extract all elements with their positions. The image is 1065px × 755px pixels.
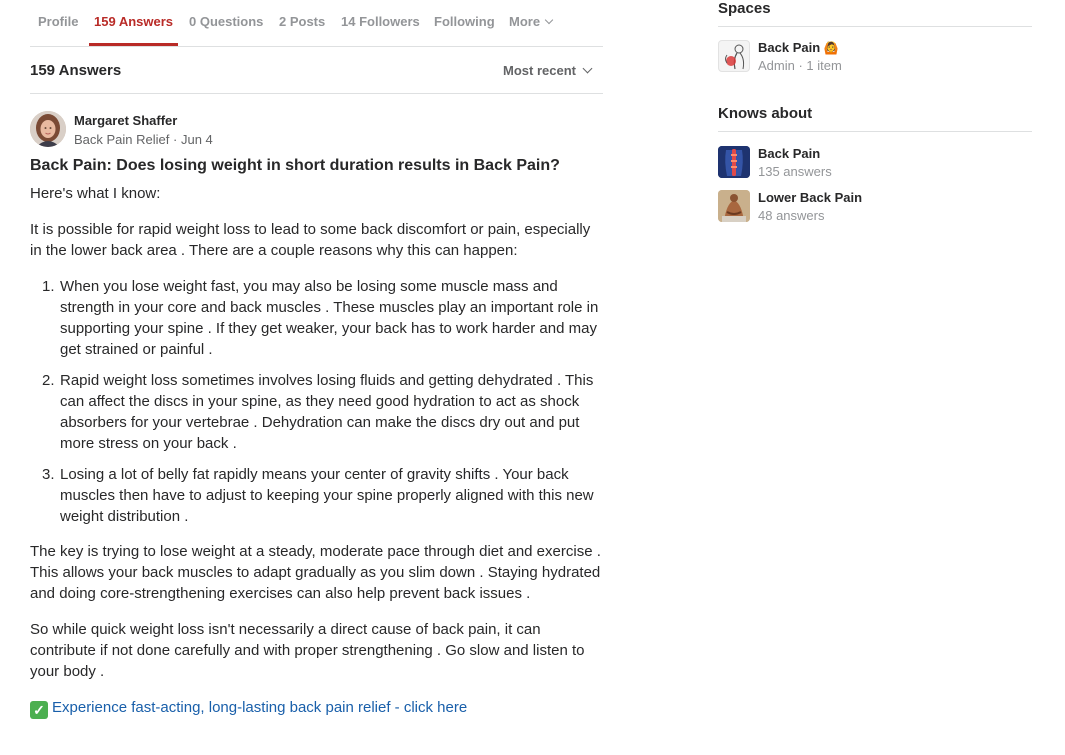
author-space-link[interactable]: Back Pain Relief [74, 132, 170, 147]
sort-label: Most recent [503, 63, 576, 78]
tab-followers[interactable]: 14 Followers [341, 14, 420, 29]
topic-item-back-pain[interactable] [718, 146, 1032, 190]
topic-thumbnail-image [718, 146, 750, 178]
promo-link-text: Experience fast-acting, long-lasting back pain relief - click here [52, 699, 468, 716]
space-subtitle: Admin · 1 item [758, 58, 842, 73]
list-item-text: Rapid weight loss sometimes involves losing fluids and getting dehydrated . This can affect the discs in your spine, as they need good hydration to act as shock absorbers for your vertebrae . Dehydration can make the discs dry out and put more stress on your back . [60, 372, 594, 452]
topic-thumbnail [718, 190, 750, 222]
answer-body [30, 183, 603, 719]
answers-count: 159 Answers [30, 62, 122, 79]
author-meta [74, 132, 213, 147]
topic-name: Lower Back Pain [758, 190, 863, 205]
tab-following[interactable]: Following [434, 14, 495, 29]
tab-profile[interactable]: Profile [38, 14, 79, 29]
avatar[interactable] [30, 111, 66, 147]
answers-header [30, 47, 603, 94]
space-name-label: Back Pain [758, 40, 821, 55]
question-title[interactable]: Back Pain: Does losing weight in short duration results in Back Pain? [30, 157, 560, 174]
answer-paragraph: It is possible for rapid weight loss to lead to some back discomfort or pain, especially in the lower back area . There are a couple reasons why this can happen: [30, 221, 591, 259]
knows-about-title: Knows about [718, 105, 813, 122]
space-thumbnail [718, 40, 750, 72]
promo-link[interactable] [30, 697, 603, 719]
topic-answer-count: 135 answers [758, 164, 832, 179]
list-item-number: 2. [42, 372, 55, 389]
chevron-down-icon [545, 16, 553, 24]
sort-dropdown[interactable] [503, 63, 591, 78]
tab-more-label: More [509, 14, 541, 29]
answer-paragraph: So while quick weight loss isn't necessarily a direct cause of back pain, it can contribute if not done carefully and with proper strengthening . Go slow and listen to your body . [30, 621, 585, 680]
list-item-number: 1. [42, 278, 55, 295]
answer-date[interactable]: Jun 4 [180, 132, 213, 147]
list-item [30, 276, 603, 360]
profile-tabs [30, 0, 603, 47]
space-item-back-pain[interactable] [718, 40, 1032, 84]
answer-author [30, 111, 603, 151]
tab-more[interactable] [509, 14, 552, 29]
answer-intro: Here's what I know: [30, 185, 161, 202]
space-emoji: 🙆 [823, 41, 839, 55]
topic-thumbnail [718, 146, 750, 178]
divider [718, 26, 1032, 27]
list-item [30, 370, 603, 454]
answer-paragraph: The key is trying to lose weight at a steady, moderate pace through diet and exercise . This allows your back muscles to adapt gradually as you slim down . Staying hydrated and doing core-strengthening exercises can also help prevent back issues . [30, 543, 601, 602]
active-tab-indicator [89, 43, 178, 46]
spaces-title: Spaces [718, 0, 771, 17]
tab-posts[interactable]: 2 Posts [279, 14, 326, 29]
topic-answer-count: 48 answers [758, 208, 825, 223]
main-column [30, 0, 603, 718]
list-item [30, 464, 603, 527]
divider [718, 131, 1032, 132]
topic-item-lower-back-pain[interactable] [718, 190, 1032, 234]
list-item-text: When you lose weight fast, you may also be losing some muscle mass and strength in your core and back muscles . These muscles play an important role in supporting your spine . If they get weaker, your back has to work harder and may get strained or painful . [60, 278, 599, 358]
tab-questions[interactable]: 0 Questions [189, 14, 264, 29]
list-item-text: Losing a lot of belly fat rapidly means your center of gravity shifts . Your back muscles then have to adjust to keeping your spine properly aligned with this new weight distribution . [60, 466, 594, 525]
avatar-image [30, 111, 66, 147]
list-item-number: 3. [42, 466, 55, 483]
topic-thumbnail-image [718, 190, 750, 222]
check-mark-icon: ✓ [30, 701, 48, 719]
author-name[interactable]: Margaret Shaffer [74, 113, 178, 128]
answer-list [30, 276, 603, 527]
space-thumbnail-image [719, 41, 750, 72]
meta-separator: · [173, 132, 178, 147]
topic-name: Back Pain [758, 146, 821, 161]
chevron-down-icon [583, 64, 593, 74]
tab-answers[interactable]: 159 Answers [94, 14, 174, 29]
space-name [758, 40, 839, 55]
